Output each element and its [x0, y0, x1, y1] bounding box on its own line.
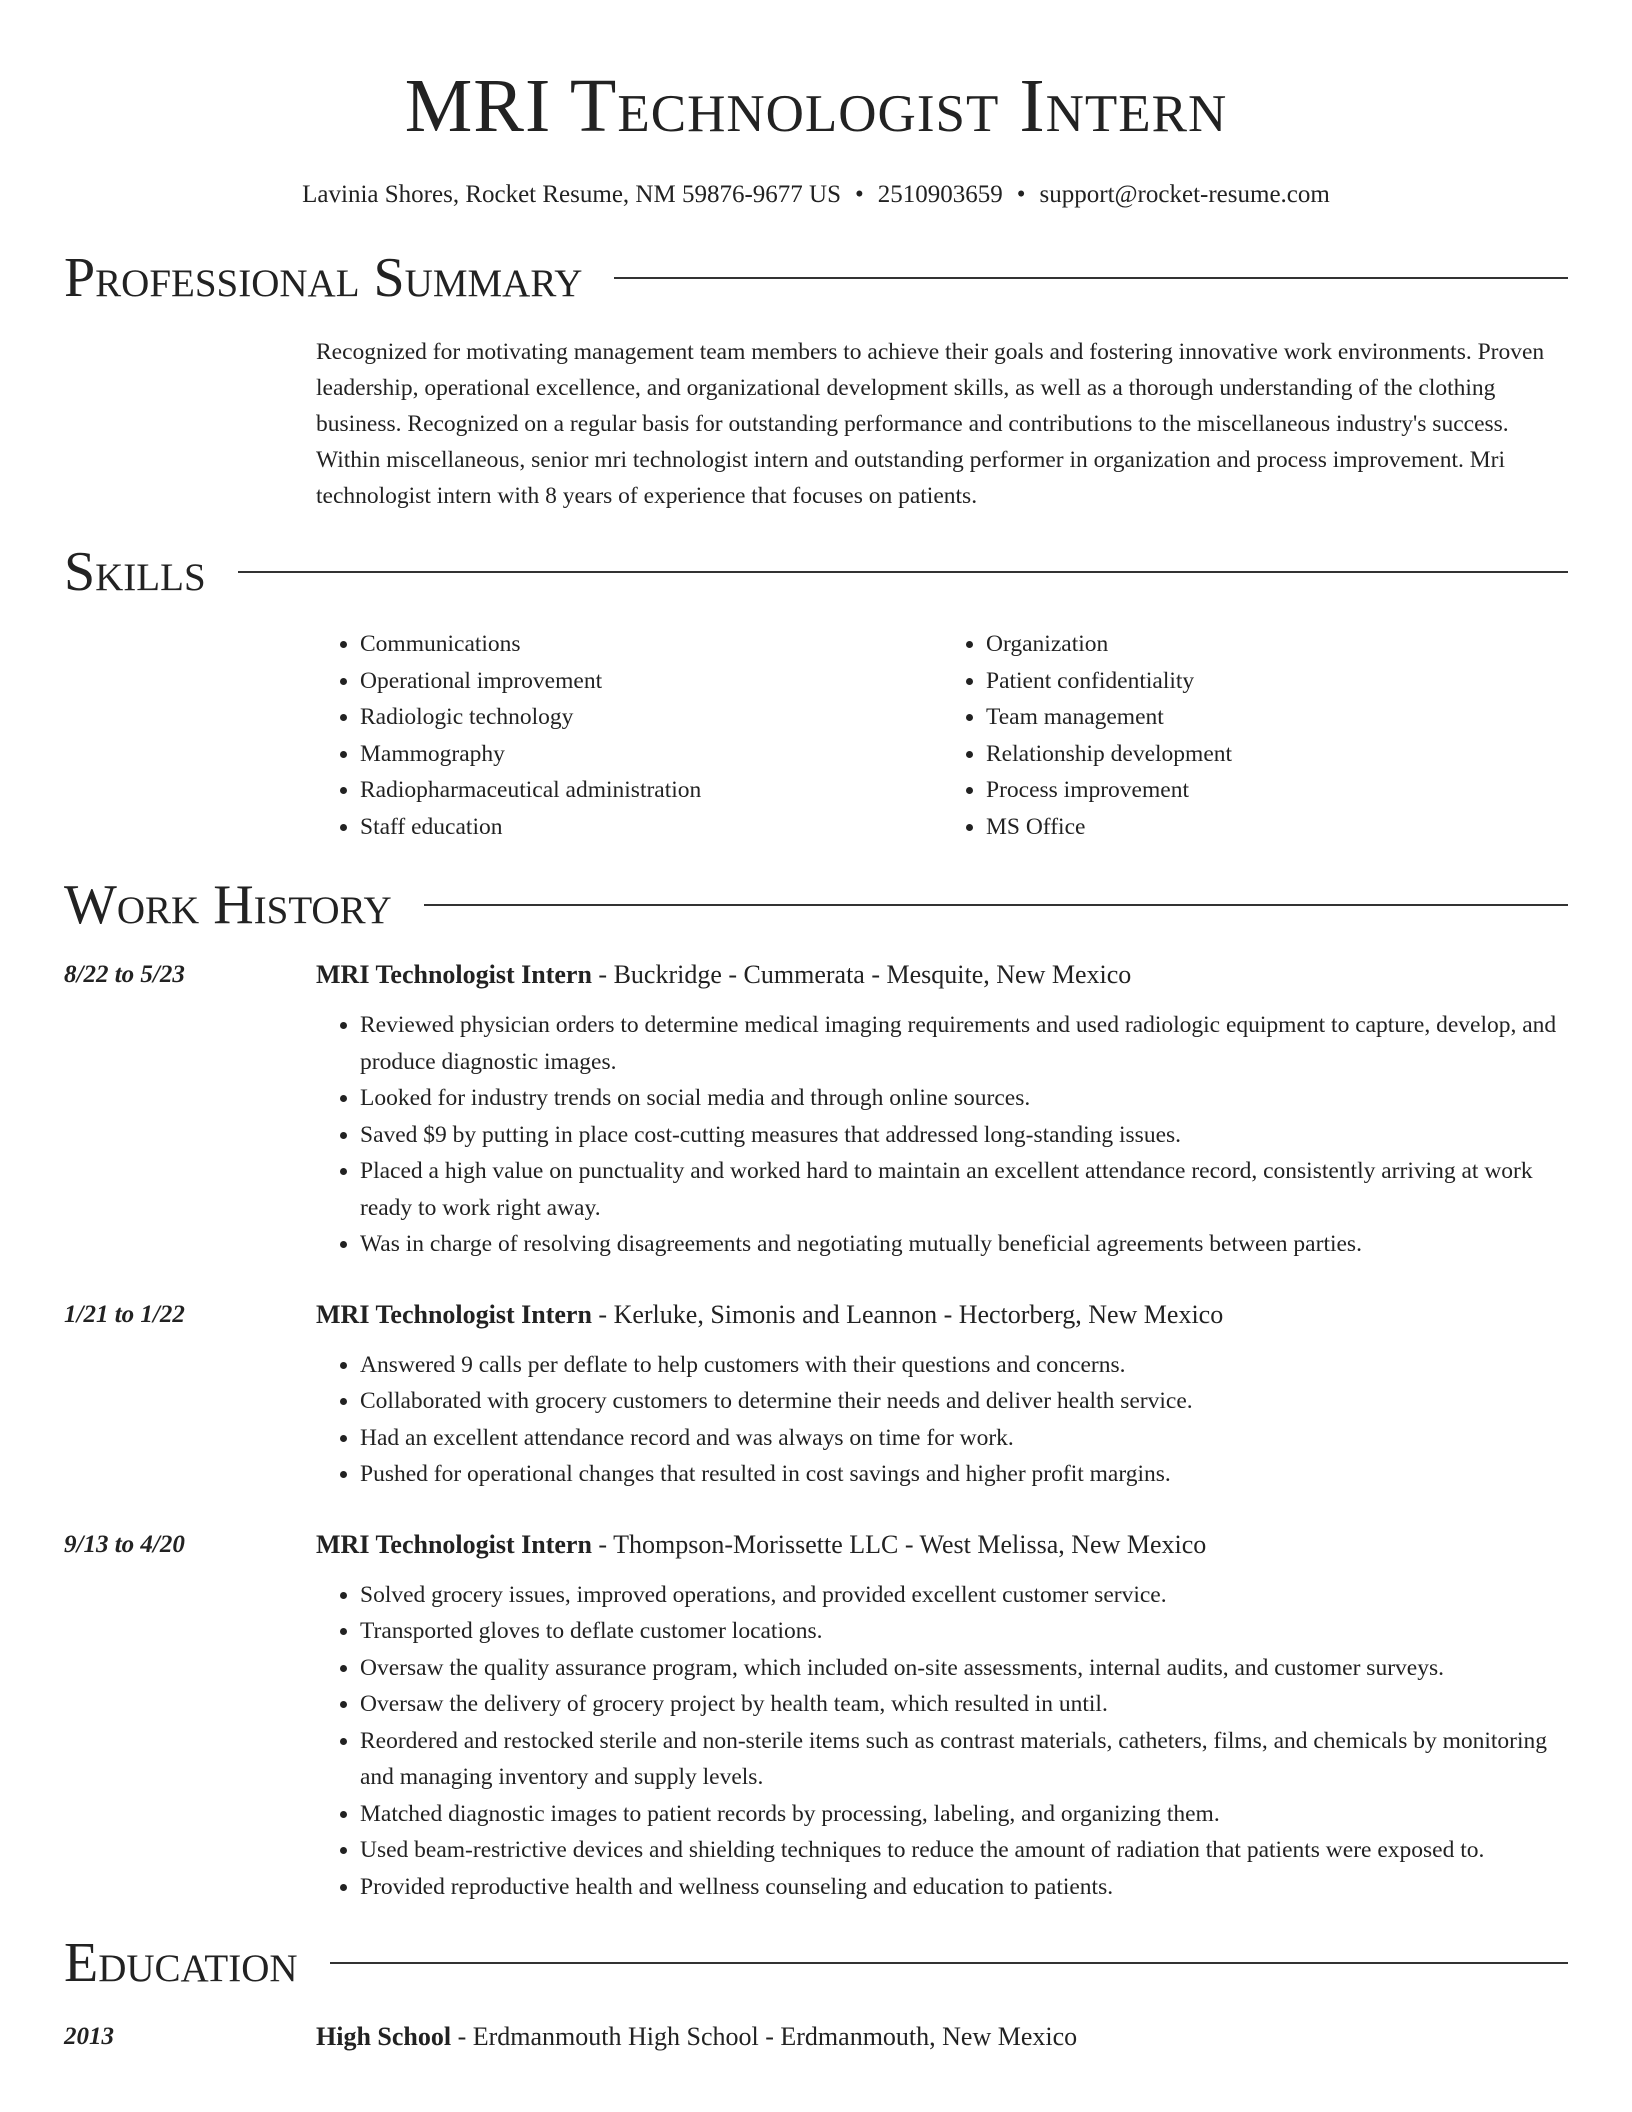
education-heading: [64, 1931, 1568, 1995]
job-employer: - Kerluke, Simonis and Leannon - Hectorberg, New Mexico: [591, 1299, 1224, 1329]
education-year: 2013: [64, 2023, 114, 2050]
summary-heading: [64, 246, 1568, 310]
job-bullet: • Saved $9 by putting in place cost-cutting measures that addressed long-standing issues.: [360, 1117, 1568, 1154]
skill-item: • Radiopharmaceutical administration: [360, 772, 942, 809]
skill-item: • Mammography: [360, 736, 942, 773]
summary-section: [64, 246, 1568, 514]
skill-item: • Radiologic technology: [360, 699, 942, 736]
section-divider: [614, 277, 1568, 279]
skills-column-right: [942, 626, 1568, 845]
job-bullet: • Pushed for operational changes that resulted in cost savings and higher profit margins.: [360, 1456, 1568, 1493]
education-section: [64, 1931, 1568, 2055]
education-entry: [64, 2019, 1568, 2055]
skills-title: Skills: [64, 541, 206, 603]
skill-item: • Communications: [360, 626, 942, 663]
job-role: MRI Technologist Intern: [316, 1529, 592, 1559]
job-bullet: • Answered 9 calls per deflate to help customers with their questions and concerns.: [360, 1347, 1568, 1384]
skill-item: • Patient confidentiality: [986, 663, 1568, 700]
job-bullets: [316, 1007, 1568, 1263]
job-bullet: • Looked for industry trends on social media and through online sources.: [360, 1080, 1568, 1117]
job-entry: [64, 1297, 1568, 1493]
section-divider: [238, 571, 1568, 573]
candidate-name: MRI Technologist Intern: [404, 64, 1228, 148]
work-history-title: Work History: [64, 874, 392, 936]
job-bullet: • Matched diagnostic images to patient records by processing, labeling, and organizing them.: [360, 1796, 1568, 1833]
job-dates: 8/22 to 5/23: [64, 961, 185, 988]
summary-text: Recognized for motivating management team members to achieve their goals and fostering innovative work environments. Proven leadership, operational excellence, and organizational development skills, as well as a thorough understanding of the clothing business. Recognized on a regular basis for outstanding performance and contributions to the miscellaneous industry's success. Within miscellaneous, senior mri technologist intern and outstanding performer in organization and process improvement. Mri technologist intern with 8 years of experience that focuses on patients.: [316, 339, 1545, 509]
job-bullet: • Collaborated with grocery customers to determine their needs and deliver health service.: [360, 1383, 1568, 1420]
job-bullet: • Used beam-restrictive devices and shielding techniques to reduce the amount of radiation that patients were exposed to.: [360, 1832, 1568, 1869]
contact-separator: •: [855, 181, 864, 208]
skill-item: • Team management: [986, 699, 1568, 736]
job-bullet: • Reordered and restocked sterile and non-sterile items such as contrast materials, catheters, films, and chemicals by monitoring and managing inventory and supply levels.: [360, 1723, 1568, 1796]
education-school: - Erdmanmouth High School - Erdmanmouth, New Mexico: [451, 2022, 1078, 2051]
section-divider: [424, 904, 1568, 906]
skill-item: • MS Office: [986, 809, 1568, 846]
education-title: Education: [64, 1932, 298, 1994]
job-bullets: [316, 1347, 1568, 1493]
education-degree: High School: [316, 2022, 452, 2051]
skill-item: • Organization: [986, 626, 1568, 663]
section-divider: [330, 1962, 1568, 1964]
education-line: [316, 2019, 1568, 2055]
job-title-line: [316, 957, 1568, 993]
work-history-heading: [64, 873, 1568, 937]
contact-address: Lavinia Shores, Rocket Resume, NM 59876-9677 US: [302, 181, 841, 208]
job-title-line: [316, 1297, 1568, 1333]
job-entry: [64, 957, 1568, 1263]
job-employer: - Buckridge - Cummerata - Mesquite, New Mexico: [591, 960, 1132, 989]
job-bullet: • Provided reproductive health and wellness counseling and education to patients.: [360, 1869, 1568, 1906]
job-role: MRI Technologist Intern: [316, 1299, 592, 1329]
job-bullet: • Was in charge of resolving disagreements and negotiating mutually beneficial agreements between parties.: [360, 1226, 1568, 1263]
job-entry: [64, 1527, 1568, 1906]
job-bullet: • Oversaw the delivery of grocery project by health team, which resulted in until.: [360, 1686, 1568, 1723]
contact-line: [0, 178, 1632, 212]
job-bullet: • Had an excellent attendance record and was always on time for work.: [360, 1420, 1568, 1457]
contact-separator: •: [1016, 181, 1026, 208]
skill-item: • Relationship development: [986, 736, 1568, 773]
skills-list: [316, 626, 1568, 845]
job-title-line: [316, 1527, 1568, 1563]
job-dates: 1/21 to 1/22: [64, 1300, 185, 1328]
job-bullet: • Oversaw the quality assurance program, which included on-site assessments, internal audits, and customer surveys.: [360, 1650, 1568, 1687]
contact-phone: 2510903659: [877, 181, 1003, 208]
skills-heading: [64, 540, 1568, 604]
skill-item: • Staff education: [360, 809, 942, 846]
skill-item: • Operational improvement: [360, 663, 942, 700]
job-bullet: • Solved grocery issues, improved operations, and provided excellent customer service.: [360, 1577, 1568, 1614]
job-bullet: • Placed a high value on punctuality and worked hard to maintain an excellent attendance record, consistently arriving at work ready to work right away.: [360, 1153, 1568, 1226]
summary-title: Professional Summary: [64, 247, 583, 309]
job-bullet: • Transported gloves to deflate customer locations.: [360, 1613, 1568, 1650]
job-bullet: • Reviewed physician orders to determine medical imaging requirements and used radiologic equipment to capture, develop, and produce diagnostic images.: [360, 1007, 1568, 1080]
work-history-section: [64, 873, 1568, 1905]
contact-email: support@rocket-resume.com: [1039, 181, 1330, 208]
job-bullets: [316, 1577, 1568, 1906]
skills-section: [64, 540, 1568, 845]
skills-column-left: [316, 626, 942, 845]
job-employer: - Thompson-Morissette LLC - West Melissa, New Mexico: [591, 1529, 1207, 1559]
job-dates: 9/13 to 4/20: [64, 1530, 185, 1558]
job-role: MRI Technologist Intern: [316, 960, 592, 989]
skill-item: • Process improvement: [986, 772, 1568, 809]
